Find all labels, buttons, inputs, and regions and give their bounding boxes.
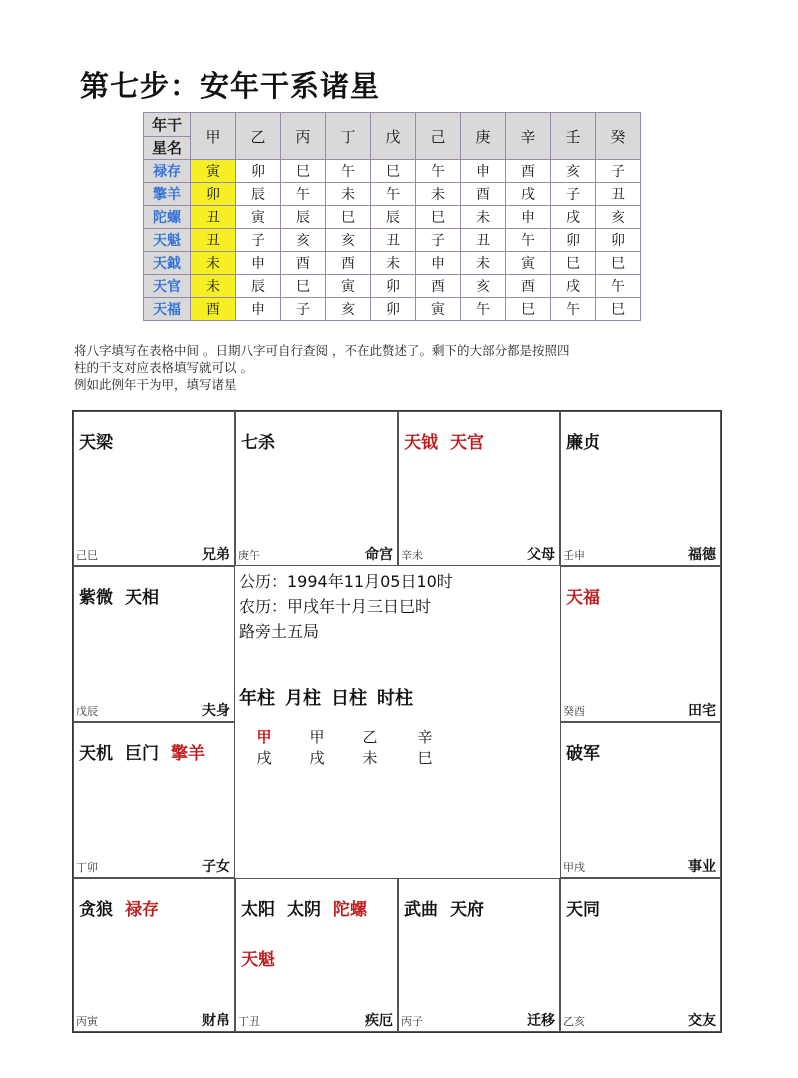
corner-year-stem-label: 年干 [144, 113, 190, 137]
palace-spouse [73, 566, 235, 722]
branch-cell: 亥 [551, 160, 596, 183]
table-row [144, 206, 641, 229]
branch-cell: 寅 [236, 206, 281, 229]
branch-cell: 酉 [326, 252, 371, 275]
branch-cell: 巳 [326, 206, 371, 229]
palace-children [73, 722, 235, 878]
branch-cell: 卯 [191, 183, 236, 206]
year-branch: 戌 [256, 749, 272, 767]
palace-name: 财帛 [202, 1013, 230, 1029]
month-stem: 甲 [309, 728, 325, 746]
branch-cell: 寅 [416, 298, 461, 321]
branch-cell: 亥 [596, 206, 641, 229]
palace-ganzhi: 己巳 [76, 549, 98, 562]
branch-cell: 辰 [236, 275, 281, 298]
star-label: 贪狼 [79, 900, 113, 920]
branch-cell: 巳 [281, 160, 326, 183]
star-label: 太阴 [287, 900, 321, 920]
branch-cell: 丑 [371, 229, 416, 252]
star-label-red: 陀螺 [333, 900, 367, 920]
star-label: 太阳 [241, 900, 275, 920]
star-name-cell: 擎羊 [144, 183, 191, 206]
branch-cell: 戌 [551, 275, 596, 298]
pillar-label: 月柱 [285, 688, 321, 709]
palace-travel [398, 878, 560, 1032]
star-label: 天梁 [79, 433, 113, 453]
palace-friends [560, 878, 721, 1032]
stem-header: 丁 [326, 113, 371, 160]
palace-name: 福德 [688, 547, 716, 563]
page-title: 第七步：安年干系诸星 [80, 69, 381, 103]
star-label: 廉贞 [566, 433, 600, 453]
branch-cell: 午 [326, 160, 371, 183]
branch-cell: 寅 [326, 275, 371, 298]
branch-cell: 亥 [326, 229, 371, 252]
branch-cell: 申 [461, 160, 506, 183]
star-label: 紫微 [79, 588, 113, 608]
star-name-cell: 天魁 [144, 229, 191, 252]
branch-cell: 未 [461, 252, 506, 275]
palace-name: 兄弟 [202, 547, 230, 563]
branch-cell: 巳 [416, 206, 461, 229]
stem-header: 己 [416, 113, 461, 160]
branch-cell: 丑 [461, 229, 506, 252]
star-name-cell: 陀螺 [144, 206, 191, 229]
branch-cell: 子 [236, 229, 281, 252]
palace-ganzhi: 丁丑 [238, 1015, 260, 1028]
day-stem: 乙 [362, 728, 378, 746]
stem-header: 乙 [236, 113, 281, 160]
note-line: 例如此例年干为甲，填写诸星 [74, 377, 237, 392]
stem-header: 辛 [506, 113, 551, 160]
branch-cell: 戌 [506, 183, 551, 206]
star-label-red: 天钺 [404, 433, 438, 453]
palace-ganzhi: 乙亥 [563, 1015, 585, 1028]
palace-name: 命宫 [365, 547, 393, 563]
palace-ganzhi: 壬申 [563, 549, 585, 562]
branch-cell: 午 [461, 298, 506, 321]
palace-siblings [73, 411, 235, 566]
branch-cell: 寅 [506, 252, 551, 275]
palace-name: 事业 [688, 859, 716, 875]
star-label: 七杀 [241, 433, 275, 453]
corner-star-name-label: 星名 [151, 139, 182, 158]
stem-header: 癸 [596, 113, 641, 160]
pillar-label: 年柱 [239, 688, 275, 709]
branch-cell: 午 [551, 298, 596, 321]
branch-cell: 丑 [191, 206, 236, 229]
table-row [144, 229, 641, 252]
branch-cell: 酉 [506, 275, 551, 298]
branch-cell: 子 [551, 183, 596, 206]
palace-life [235, 411, 398, 566]
branch-cell: 戌 [551, 206, 596, 229]
branch-cell: 未 [371, 252, 416, 275]
star-lookup-table [143, 112, 641, 321]
branch-cell: 酉 [281, 252, 326, 275]
branch-cell: 卯 [596, 229, 641, 252]
star-label: 巨门 [125, 744, 159, 764]
table-row [144, 275, 641, 298]
palace-ganzhi: 丙子 [401, 1015, 423, 1028]
star-label-red: 天官 [450, 433, 484, 453]
pillar-label: 时柱 [377, 688, 413, 709]
star-name-cell: 禄存 [144, 160, 191, 183]
branch-cell: 未 [416, 183, 461, 206]
branch-cell: 未 [191, 252, 236, 275]
branch-cell: 卯 [371, 298, 416, 321]
star-label-red: 天魁 [241, 950, 275, 970]
branch-cell: 巳 [506, 298, 551, 321]
star-name-cell: 天鉞 [144, 252, 191, 275]
note-line: 柱的干支对应表格填写就可以 。 [74, 360, 253, 375]
branch-cell: 巳 [596, 298, 641, 321]
branch-cell: 卯 [371, 275, 416, 298]
branch-cell: 巳 [551, 252, 596, 275]
branch-cell: 午 [596, 275, 641, 298]
palace-ganzhi: 癸酉 [563, 705, 585, 718]
branch-cell: 卯 [551, 229, 596, 252]
branch-cell: 丑 [191, 229, 236, 252]
palace-health [235, 878, 398, 1032]
palace-name: 田宅 [688, 703, 716, 719]
palace-career [560, 722, 721, 878]
solar-date: 公历：1994年11月05日10时 [239, 572, 453, 591]
branch-cell: 寅 [191, 160, 236, 183]
palace-parents [398, 411, 560, 566]
table-row [144, 160, 641, 183]
star-label-red: 禄存 [125, 900, 159, 920]
month-branch: 戌 [309, 749, 325, 767]
star-label: 天相 [125, 588, 159, 608]
hour-branch: 巳 [417, 749, 433, 767]
hour-stem: 辛 [417, 728, 433, 746]
table-header-row [144, 113, 641, 160]
branch-cell: 巳 [596, 252, 641, 275]
branch-cell: 亥 [461, 275, 506, 298]
palace-ganzhi: 丁卯 [76, 861, 98, 874]
lunar-date: 农历：甲戌年十月三日巳时 [239, 597, 432, 616]
star-label: 天同 [566, 900, 600, 920]
branch-cell: 申 [506, 206, 551, 229]
branch-cell: 申 [236, 298, 281, 321]
star-label-red: 天福 [566, 588, 600, 608]
palace-name: 父母 [527, 547, 555, 563]
star-label: 破军 [566, 744, 600, 764]
ziwei-chart [72, 410, 722, 1033]
branch-cell: 未 [461, 206, 506, 229]
branch-cell: 辰 [371, 206, 416, 229]
palace-wealth [73, 878, 235, 1032]
instruction-note [74, 342, 694, 393]
branch-cell: 辰 [281, 206, 326, 229]
branch-cell: 午 [371, 183, 416, 206]
branch-cell: 酉 [461, 183, 506, 206]
palace-property [560, 566, 721, 722]
branch-cell: 申 [236, 252, 281, 275]
branch-cell: 辰 [236, 183, 281, 206]
palace-name: 交友 [688, 1013, 716, 1029]
branch-cell: 亥 [326, 298, 371, 321]
branch-cell: 酉 [191, 298, 236, 321]
palace-fortune [560, 411, 721, 566]
palace-ganzhi: 辛未 [401, 549, 423, 562]
branch-cell: 巳 [281, 275, 326, 298]
stem-header: 丙 [281, 113, 326, 160]
branch-cell: 午 [416, 160, 461, 183]
note-line: 将八字填写在表格中间 。日期八字可自行查阅 ，不在此赘述了。剩下的大部分都是按照四 [74, 343, 570, 358]
palace-ganzhi: 戊辰 [76, 705, 98, 718]
branch-cell: 子 [281, 298, 326, 321]
star-name-cell: 天官 [144, 275, 191, 298]
palace-ganzhi: 丙寅 [76, 1015, 98, 1028]
stem-header: 壬 [551, 113, 596, 160]
palace-name: 夫身 [202, 703, 230, 719]
star-label: 天府 [450, 900, 484, 920]
five-element-bureau: 路旁土五局 [239, 622, 320, 641]
branch-cell: 申 [416, 252, 461, 275]
pillar-label: 日柱 [331, 688, 367, 709]
chart-center [235, 566, 560, 878]
table-corner [144, 113, 191, 160]
star-label-red: 擎羊 [171, 744, 205, 764]
branch-cell: 子 [596, 160, 641, 183]
table-row [144, 252, 641, 275]
branch-cell: 子 [416, 229, 461, 252]
branch-cell: 卯 [236, 160, 281, 183]
day-branch: 未 [362, 749, 378, 767]
palace-name: 疾厄 [365, 1013, 393, 1029]
table-row [144, 183, 641, 206]
palace-name: 子女 [202, 859, 230, 875]
star-name-cell: 天福 [144, 298, 191, 321]
palace-ganzhi: 庚午 [238, 549, 260, 562]
stem-header: 戊 [371, 113, 416, 160]
branch-cell: 亥 [281, 229, 326, 252]
branch-cell: 未 [326, 183, 371, 206]
year-stem: 甲 [256, 728, 272, 746]
branch-cell: 酉 [416, 275, 461, 298]
palace-name: 迁移 [527, 1013, 555, 1029]
star-label: 天机 [79, 744, 113, 764]
branch-cell: 酉 [506, 160, 551, 183]
star-label: 武曲 [404, 900, 438, 920]
branch-cell: 午 [506, 229, 551, 252]
branch-cell: 未 [191, 275, 236, 298]
branch-cell: 丑 [596, 183, 641, 206]
pillar-headings [239, 684, 423, 710]
stem-header: 甲 [191, 113, 236, 160]
stem-header: 庚 [461, 113, 506, 160]
branch-cell: 巳 [371, 160, 416, 183]
palace-ganzhi: 甲戌 [563, 861, 585, 874]
branch-cell: 午 [281, 183, 326, 206]
table-row [144, 298, 641, 321]
